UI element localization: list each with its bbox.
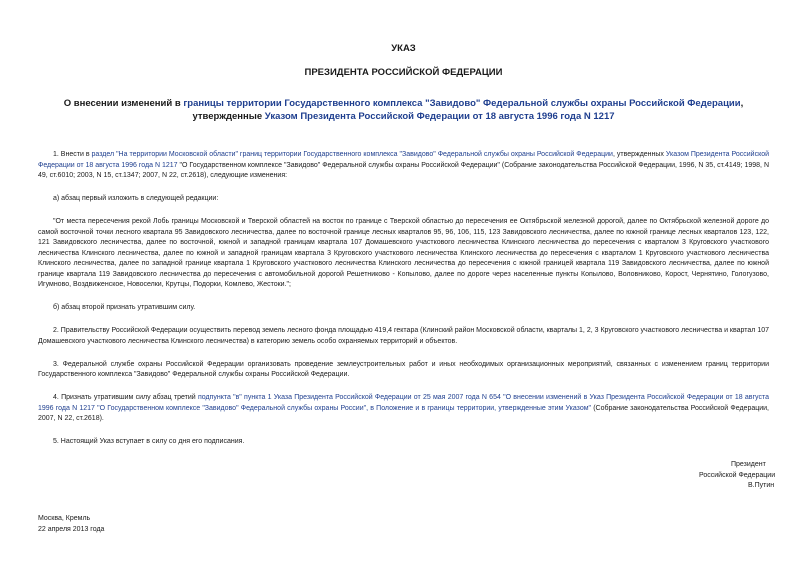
date: 22 апреля 2013 года xyxy=(38,525,105,533)
p7-text-a: 4. Признать утратившим силу абзац третий xyxy=(53,394,198,401)
paragraph-7 xyxy=(38,393,769,425)
paragraph-1 xyxy=(38,150,769,182)
p7-text-b: (Собрание законодательства Российской Федерации, 2007, N 22, ст.2618). xyxy=(38,404,769,422)
signature-name: В.Путин xyxy=(748,482,775,489)
signature-block xyxy=(699,460,775,492)
title-prefix: О внесении изменений в xyxy=(63,98,184,109)
paragraph-8: 5. Настоящий Указ вступает в силу со дня его подписания. xyxy=(53,438,245,445)
paragraph-3: "От места пересечения рекой Лобь границы Московской и Тверской областей на восток по границе с Тверской областью до пересечения ее Октябрьской железной дорогой, далее по Октябрьской железной дороге до самой восточной точки лесного квартала 95 Завидовского лесничества, далее по восточной границе лесных кварталов 95, 96, 106, 115, 123 Завидовского лесничества, далее по южной границе лесных кварталов 123, 122, 121 Завидовского лесничества, далее по восточной, южной и западной границам квартала 107 Домашевского участкового лесничества Клинского лесничества до пересечения с кварталом 3 Круговского участкового лесничества Клинского лесничества, далее по южной и западной границам квартала 3 Круговского участкового лесничества Клинского лесничества до пересечения с кварталом 1 Круговского участкового лесничества Клинского лесничества, далее по западной границе квартала 1 Круговского участкового лесничества Клинского лесничества до пересечения с южной границей квартала 119 Завидовского лесничества, далее по южной границе квартала 119 Завидовского лесничества до пересечения с автомобильной дорогой Решетниково - Копылово, далее по дороге через населенные пункты Копылово, Воловниково, Корост, Чернятино, Гологузово, Игумново, Воздвиженское, Новоселки, Крутцы, Подорки, Комлево, Жестоки."; xyxy=(38,218,769,288)
paragraph-2: а) абзац первый изложить в следующей редакции: xyxy=(53,195,219,202)
paragraph-4: б) абзац второй признать утратившим силу. xyxy=(53,304,196,311)
paragraph-5: 2. Правительству Российской Федерации осуществить перевод земель лесного фонда площадью 419,4 гектара (Клинский район Московской области, кварталы 1, 2, 3 Круговского участкового лесничества и квартал 107 Домашевского участкового лесничества Клинского лесничества) в категорию земель особо охраняемых территорий и объектов. xyxy=(38,327,769,345)
title-link-decree-1217[interactable]: Указом Президента Российской Федерации от 18 августа 1996 года N 1217 xyxy=(264,111,615,122)
p1-link-section[interactable]: раздел "На территории Московской области" границ территории Государственного комплекса "Завидово" Федеральной службы охраны Российской Федерации xyxy=(91,151,613,158)
p1-text-b: , утвержденных xyxy=(612,151,666,158)
p1-link-decree[interactable]: Указом Президента Российской Федерации от 18 августа 1996 года N 1217 xyxy=(38,151,770,169)
place: Москва, Кремль xyxy=(38,515,91,522)
place-and-date xyxy=(38,514,104,535)
document-title xyxy=(38,97,769,123)
p1-text-a: 1. Внести в xyxy=(53,151,92,158)
p1-text-c: "О Государственном комплексе "Завидово" Федеральной службы охраны Российской Федерации" (Собрание законодательства Российской Федерации, 1996, N 35, ст.4149; 1998, N 49, ст.6010; 2003, N 15, ст.1347; 2007, N 22, ст.2618), следующие изменения: xyxy=(38,161,769,179)
title-link-boundaries[interactable]: границы территории Государственного комплекса "Завидово" Федеральной службы охраны Российской Федерации xyxy=(183,98,741,109)
document-body xyxy=(38,150,769,460)
title-middle: , утвержденные xyxy=(192,98,744,122)
paragraph-6: 3. Федеральной службе охраны Российской Федерации организовать проведение землеустроительных работ и иных необходимых организационных мероприятий, связанных с изменением границ территории Государственного комплекса "Завидово" Федеральной службы охраны Российской Федерации. xyxy=(38,360,769,378)
heading-president: ПРЕЗИДЕНТА РОССИЙСКОЙ ФЕДЕРАЦИИ xyxy=(304,67,503,78)
p7-link-decree-654[interactable]: подпункта "в" пункта 1 Указа Президента Российской Федерации от 25 мая 2007 года N 654 "О внесении изменений в Указ Президента Российской Федерации от 18 августа 1996 года N 1217 "О Государственном комплексе "Завидово" Федеральной службы охраны России", в Положение и в границы территории, утвержденные этим Указом" xyxy=(38,394,769,412)
signature-title: Президент xyxy=(731,461,766,468)
heading-ukaz: УКАЗ xyxy=(391,43,416,54)
signature-country: Российской Федерации xyxy=(699,471,776,479)
